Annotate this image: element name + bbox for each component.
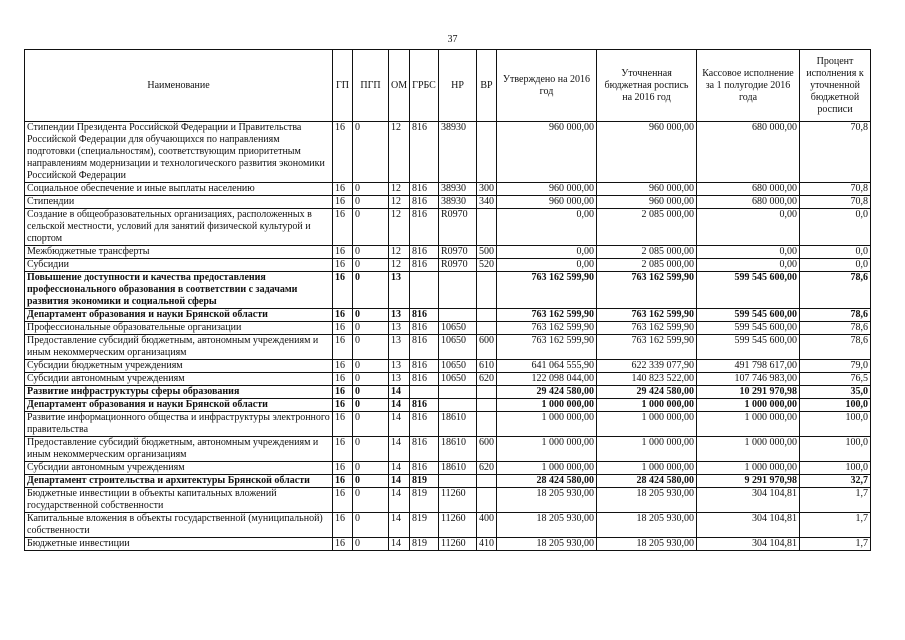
cell-om: 14 — [389, 386, 410, 399]
header-refined: Уточненная бюджетная роспись на 2016 год — [597, 50, 697, 122]
cell-pgp: 0 — [353, 475, 389, 488]
cell-pgp: 0 — [353, 259, 389, 272]
cell-om: 13 — [389, 322, 410, 335]
cell-percent: 78,6 — [800, 335, 871, 360]
cell-name: Бюджетные инвестиции — [25, 538, 333, 551]
cell-pgp: 0 — [353, 209, 389, 246]
cell-om: 14 — [389, 437, 410, 462]
cell-approved: 641 064 555,90 — [497, 360, 597, 373]
cell-percent: 100,0 — [800, 462, 871, 475]
cell-name: Развитие информационного общества и инфраструктуры электронного правительства — [25, 412, 333, 437]
cell-vr: 520 — [477, 259, 497, 272]
cell-name: Бюджетные инвестиции в объекты капитальных вложений государственной собственности — [25, 488, 333, 513]
cell-percent: 100,0 — [800, 437, 871, 462]
cell-percent: 70,8 — [800, 196, 871, 209]
cell-percent: 32,7 — [800, 475, 871, 488]
cell-refined: 622 339 077,90 — [597, 360, 697, 373]
cell-pgp: 0 — [353, 272, 389, 309]
cell-om: 13 — [389, 335, 410, 360]
cell-approved: 1 000 000,00 — [497, 437, 597, 462]
cell-np: R0970 — [439, 209, 477, 246]
cell-om: 14 — [389, 462, 410, 475]
cell-vr — [477, 475, 497, 488]
cell-refined: 2 085 000,00 — [597, 209, 697, 246]
cell-refined: 2 085 000,00 — [597, 259, 697, 272]
header-approved: Утверждено на 2016 год — [497, 50, 597, 122]
cell-pgp: 0 — [353, 309, 389, 322]
cell-gp: 16 — [333, 373, 353, 386]
cell-grbs: 816 — [410, 412, 439, 437]
cell-pgp: 0 — [353, 462, 389, 475]
cell-gp: 16 — [333, 122, 353, 183]
cell-approved: 763 162 599,90 — [497, 322, 597, 335]
cell-grbs: 816 — [410, 122, 439, 183]
cell-name: Капитальные вложения в объекты государственной (муниципальной) собственности — [25, 513, 333, 538]
cell-pgp: 0 — [353, 322, 389, 335]
cell-name: Департамент образования и науки Брянской области — [25, 309, 333, 322]
cell-np: 10650 — [439, 335, 477, 360]
cell-name: Предоставление субсидий бюджетным, автономным учреждениям и иным некоммерческим организациям — [25, 437, 333, 462]
table-row — [25, 488, 871, 513]
cell-vr: 610 — [477, 360, 497, 373]
cell-approved: 0,00 — [497, 246, 597, 259]
cell-np — [439, 386, 477, 399]
cell-refined: 29 424 580,00 — [597, 386, 697, 399]
cell-pgp: 0 — [353, 386, 389, 399]
cell-gp: 16 — [333, 386, 353, 399]
cell-np: 11260 — [439, 488, 477, 513]
cell-name: Повышение доступности и качества предоставления профессионального образования в соответствии с задачами развития экономики и социальной сферы — [25, 272, 333, 309]
cell-name: Создание в общеобразовательных организациях, расположенных в сельской местности, условий для занятий физической культурой и спортом — [25, 209, 333, 246]
cell-approved: 763 162 599,90 — [497, 309, 597, 322]
cell-percent: 100,0 — [800, 399, 871, 412]
cell-executed: 1 000 000,00 — [697, 399, 800, 412]
cell-percent: 0,0 — [800, 259, 871, 272]
cell-refined: 1 000 000,00 — [597, 412, 697, 437]
cell-approved: 960 000,00 — [497, 183, 597, 196]
cell-om: 14 — [389, 399, 410, 412]
cell-np: 38930 — [439, 196, 477, 209]
cell-vr: 620 — [477, 373, 497, 386]
cell-refined: 1 000 000,00 — [597, 399, 697, 412]
cell-executed: 304 104,81 — [697, 488, 800, 513]
cell-name: Социальное обеспечение и иные выплаты населению — [25, 183, 333, 196]
cell-approved: 18 205 930,00 — [497, 488, 597, 513]
cell-gp: 16 — [333, 437, 353, 462]
cell-pgp: 0 — [353, 412, 389, 437]
cell-executed: 0,00 — [697, 209, 800, 246]
cell-grbs — [410, 386, 439, 399]
cell-approved: 28 424 580,00 — [497, 475, 597, 488]
cell-om: 14 — [389, 475, 410, 488]
cell-grbs — [410, 272, 439, 309]
cell-name: Субсидии автономным учреждениям — [25, 373, 333, 386]
cell-om: 14 — [389, 538, 410, 551]
cell-om: 14 — [389, 412, 410, 437]
cell-name: Стипендии Президента Российской Федерации и Правительства Российской Федерации для обучающихся по направлениям подготовки (специальностям), соответствующим приоритетным направлениям модернизации и технологического развития экономики Российской Федерации — [25, 122, 333, 183]
cell-executed: 599 545 600,00 — [697, 322, 800, 335]
cell-vr: 600 — [477, 437, 497, 462]
cell-vr: 400 — [477, 513, 497, 538]
table-row — [25, 373, 871, 386]
cell-gp: 16 — [333, 475, 353, 488]
cell-om: 12 — [389, 246, 410, 259]
cell-gp: 16 — [333, 209, 353, 246]
cell-vr — [477, 386, 497, 399]
header-pgp: ПГП — [353, 50, 389, 122]
table-body — [25, 122, 871, 551]
cell-np — [439, 399, 477, 412]
cell-vr: 500 — [477, 246, 497, 259]
cell-gp: 16 — [333, 412, 353, 437]
cell-np: 10650 — [439, 360, 477, 373]
table-row — [25, 309, 871, 322]
table-row — [25, 322, 871, 335]
cell-percent: 79,0 — [800, 360, 871, 373]
cell-grbs: 816 — [410, 373, 439, 386]
header-np: НР — [439, 50, 477, 122]
cell-percent: 70,8 — [800, 122, 871, 183]
cell-executed: 1 000 000,00 — [697, 437, 800, 462]
cell-approved: 18 205 930,00 — [497, 538, 597, 551]
cell-refined: 763 162 599,90 — [597, 335, 697, 360]
table-row — [25, 538, 871, 551]
cell-name: Департамент образования и науки Брянской области — [25, 399, 333, 412]
table-row — [25, 246, 871, 259]
table-row — [25, 196, 871, 209]
cell-refined: 18 205 930,00 — [597, 538, 697, 551]
cell-executed: 599 545 600,00 — [697, 272, 800, 309]
cell-name: Субсидии — [25, 259, 333, 272]
table-row — [25, 475, 871, 488]
cell-om: 12 — [389, 259, 410, 272]
cell-approved: 0,00 — [497, 209, 597, 246]
cell-approved: 960 000,00 — [497, 122, 597, 183]
cell-percent: 78,6 — [800, 272, 871, 309]
cell-np: R0970 — [439, 259, 477, 272]
cell-executed: 680 000,00 — [697, 183, 800, 196]
header-percent: Процент исполнения к уточненной бюджетной росписи — [800, 50, 871, 122]
cell-pgp: 0 — [353, 246, 389, 259]
cell-gp: 16 — [333, 272, 353, 309]
cell-grbs: 816 — [410, 183, 439, 196]
cell-np: 18610 — [439, 462, 477, 475]
cell-vr: 300 — [477, 183, 497, 196]
header-om: ОМ — [389, 50, 410, 122]
cell-refined: 28 424 580,00 — [597, 475, 697, 488]
cell-executed: 0,00 — [697, 246, 800, 259]
cell-np: 10650 — [439, 373, 477, 386]
header-executed: Кассовое исполнение за 1 полугодие 2016 года — [697, 50, 800, 122]
cell-np: 11260 — [439, 538, 477, 551]
cell-np: 10650 — [439, 322, 477, 335]
cell-percent: 100,0 — [800, 412, 871, 437]
cell-pgp: 0 — [353, 437, 389, 462]
cell-vr — [477, 322, 497, 335]
cell-approved: 763 162 599,90 — [497, 272, 597, 309]
cell-approved: 1 000 000,00 — [497, 399, 597, 412]
cell-gp: 16 — [333, 360, 353, 373]
cell-pgp: 0 — [353, 360, 389, 373]
cell-np: 38930 — [439, 183, 477, 196]
cell-pgp: 0 — [353, 196, 389, 209]
table-row — [25, 335, 871, 360]
cell-executed: 491 798 617,00 — [697, 360, 800, 373]
cell-approved: 960 000,00 — [497, 196, 597, 209]
cell-vr: 600 — [477, 335, 497, 360]
cell-grbs: 816 — [410, 335, 439, 360]
cell-approved: 29 424 580,00 — [497, 386, 597, 399]
cell-percent: 0,0 — [800, 246, 871, 259]
cell-np: 18610 — [439, 437, 477, 462]
budget-execution-table — [24, 49, 871, 551]
cell-executed: 1 000 000,00 — [697, 412, 800, 437]
cell-gp: 16 — [333, 399, 353, 412]
cell-pgp: 0 — [353, 513, 389, 538]
cell-np — [439, 272, 477, 309]
cell-name: Развитие инфраструктуры сферы образования — [25, 386, 333, 399]
cell-name: Субсидии бюджетным учреждениям — [25, 360, 333, 373]
table-row — [25, 360, 871, 373]
cell-gp: 16 — [333, 322, 353, 335]
cell-refined: 960 000,00 — [597, 122, 697, 183]
table-row — [25, 259, 871, 272]
header-name: Наименование — [25, 50, 333, 122]
cell-om: 12 — [389, 209, 410, 246]
cell-grbs: 819 — [410, 488, 439, 513]
cell-grbs: 819 — [410, 538, 439, 551]
cell-percent: 0,0 — [800, 209, 871, 246]
cell-name: Предоставление субсидий бюджетным, автономным учреждениям и иным некоммерческим организациям — [25, 335, 333, 360]
cell-gp: 16 — [333, 538, 353, 551]
page-number: 37 — [447, 34, 458, 45]
cell-grbs: 816 — [410, 246, 439, 259]
cell-percent: 70,8 — [800, 183, 871, 196]
cell-vr — [477, 122, 497, 183]
cell-gp: 16 — [333, 335, 353, 360]
cell-grbs: 816 — [410, 322, 439, 335]
cell-gp: 16 — [333, 513, 353, 538]
cell-vr — [477, 488, 497, 513]
cell-executed: 107 746 983,00 — [697, 373, 800, 386]
table-row — [25, 183, 871, 196]
cell-refined: 18 205 930,00 — [597, 513, 697, 538]
cell-grbs: 816 — [410, 209, 439, 246]
cell-om: 13 — [389, 373, 410, 386]
cell-om: 14 — [389, 488, 410, 513]
cell-refined: 140 823 522,00 — [597, 373, 697, 386]
cell-approved: 122 098 044,00 — [497, 373, 597, 386]
cell-refined: 18 205 930,00 — [597, 488, 697, 513]
cell-vr — [477, 412, 497, 437]
cell-approved: 763 162 599,90 — [497, 335, 597, 360]
cell-np: R0970 — [439, 246, 477, 259]
cell-np: 18610 — [439, 412, 477, 437]
table-row — [25, 386, 871, 399]
cell-executed: 1 000 000,00 — [697, 462, 800, 475]
cell-executed: 599 545 600,00 — [697, 309, 800, 322]
cell-om: 12 — [389, 183, 410, 196]
cell-executed: 304 104,81 — [697, 538, 800, 551]
cell-vr: 340 — [477, 196, 497, 209]
cell-approved: 1 000 000,00 — [497, 462, 597, 475]
cell-percent: 78,6 — [800, 322, 871, 335]
table-row — [25, 122, 871, 183]
cell-executed: 680 000,00 — [697, 196, 800, 209]
cell-executed: 10 291 970,98 — [697, 386, 800, 399]
header-gp: ГП — [333, 50, 353, 122]
header-vr: ВР — [477, 50, 497, 122]
cell-np: 38930 — [439, 122, 477, 183]
cell-grbs: 816 — [410, 399, 439, 412]
cell-refined: 763 162 599,90 — [597, 272, 697, 309]
cell-executed: 0,00 — [697, 259, 800, 272]
cell-om: 14 — [389, 513, 410, 538]
cell-refined: 1 000 000,00 — [597, 437, 697, 462]
cell-percent: 1,7 — [800, 513, 871, 538]
cell-refined: 960 000,00 — [597, 183, 697, 196]
cell-refined: 1 000 000,00 — [597, 462, 697, 475]
table-row — [25, 209, 871, 246]
cell-vr: 410 — [477, 538, 497, 551]
header-grbs: ГРБС — [410, 50, 439, 122]
cell-grbs: 816 — [410, 196, 439, 209]
cell-percent: 1,7 — [800, 538, 871, 551]
cell-pgp: 0 — [353, 183, 389, 196]
cell-executed: 9 291 970,98 — [697, 475, 800, 488]
cell-gp: 16 — [333, 246, 353, 259]
cell-np: 11260 — [439, 513, 477, 538]
cell-vr — [477, 209, 497, 246]
cell-gp: 16 — [333, 462, 353, 475]
cell-executed: 680 000,00 — [697, 122, 800, 183]
table-row — [25, 399, 871, 412]
cell-percent: 76,5 — [800, 373, 871, 386]
table-row — [25, 462, 871, 475]
cell-pgp: 0 — [353, 122, 389, 183]
cell-om: 13 — [389, 360, 410, 373]
cell-om: 12 — [389, 122, 410, 183]
cell-approved: 1 000 000,00 — [497, 412, 597, 437]
cell-pgp: 0 — [353, 538, 389, 551]
cell-name: Субсидии автономным учреждениям — [25, 462, 333, 475]
cell-refined: 960 000,00 — [597, 196, 697, 209]
cell-gp: 16 — [333, 309, 353, 322]
cell-gp: 16 — [333, 196, 353, 209]
cell-grbs: 816 — [410, 309, 439, 322]
cell-executed: 599 545 600,00 — [697, 335, 800, 360]
cell-name: Межбюджетные трансферты — [25, 246, 333, 259]
cell-grbs: 816 — [410, 462, 439, 475]
cell-executed: 304 104,81 — [697, 513, 800, 538]
cell-approved: 0,00 — [497, 259, 597, 272]
cell-refined: 763 162 599,90 — [597, 309, 697, 322]
cell-pgp: 0 — [353, 373, 389, 386]
cell-approved: 18 205 930,00 — [497, 513, 597, 538]
cell-vr — [477, 399, 497, 412]
cell-grbs: 816 — [410, 259, 439, 272]
cell-grbs: 816 — [410, 437, 439, 462]
cell-gp: 16 — [333, 183, 353, 196]
cell-np — [439, 309, 477, 322]
cell-refined: 763 162 599,90 — [597, 322, 697, 335]
cell-grbs: 819 — [410, 513, 439, 538]
cell-vr — [477, 272, 497, 309]
cell-gp: 16 — [333, 259, 353, 272]
cell-om: 13 — [389, 272, 410, 309]
cell-percent: 78,6 — [800, 309, 871, 322]
cell-refined: 2 085 000,00 — [597, 246, 697, 259]
cell-name: Департамент строительства и архитектуры Брянской области — [25, 475, 333, 488]
cell-percent: 35,0 — [800, 386, 871, 399]
cell-pgp: 0 — [353, 488, 389, 513]
cell-grbs: 819 — [410, 475, 439, 488]
cell-vr: 620 — [477, 462, 497, 475]
cell-grbs: 816 — [410, 360, 439, 373]
cell-name: Профессиональные образовательные организации — [25, 322, 333, 335]
cell-pgp: 0 — [353, 335, 389, 360]
table-row — [25, 513, 871, 538]
cell-pgp: 0 — [353, 399, 389, 412]
table-header-row — [25, 50, 871, 122]
cell-om: 12 — [389, 196, 410, 209]
cell-gp: 16 — [333, 488, 353, 513]
table-row — [25, 437, 871, 462]
cell-om: 13 — [389, 309, 410, 322]
cell-name: Стипендии — [25, 196, 333, 209]
table-row — [25, 412, 871, 437]
cell-vr — [477, 309, 497, 322]
table-row — [25, 272, 871, 309]
cell-np — [439, 475, 477, 488]
cell-percent: 1,7 — [800, 488, 871, 513]
